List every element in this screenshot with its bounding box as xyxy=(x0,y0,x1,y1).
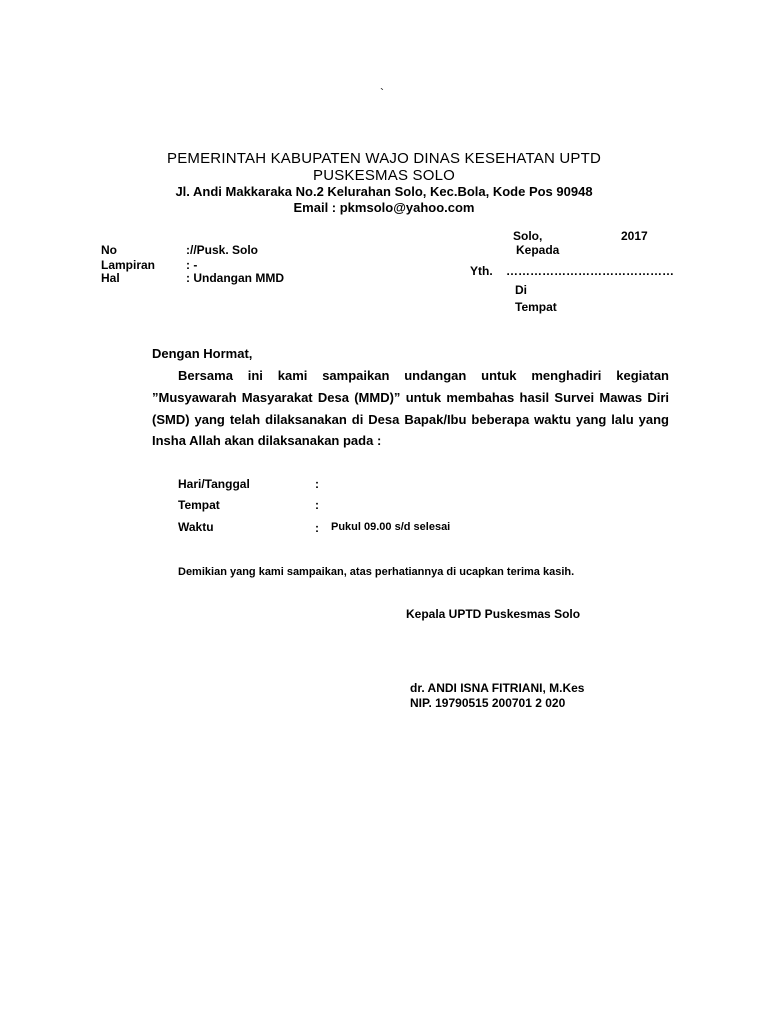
meta-no-label: No xyxy=(101,243,117,257)
detail-waktu-colon: : xyxy=(315,521,319,535)
detail-tempat-colon: : xyxy=(315,498,319,512)
detail-hari-colon: : xyxy=(315,477,319,491)
greeting: Dengan Hormat, xyxy=(152,346,253,361)
closing-sentence: Demikian yang kami sampaikan, atas perhatiannya di ucapkan terima kasih. xyxy=(178,566,575,578)
stray-tick-mark: ` xyxy=(380,86,384,100)
paragraph-line: ”Musyawarah Masyarakat Desa (MMD)” untuk membahas hasil Survei Mawas Diri xyxy=(152,390,669,405)
date-year: 2017 xyxy=(621,229,648,243)
signature-nip: NIP. 19790515 200701 2 020 xyxy=(410,696,566,710)
recipient-yth-dots: …………………………………… xyxy=(506,264,674,278)
recipient-tempat: Tempat xyxy=(515,300,557,314)
meta-hal-value: : Undangan MMD xyxy=(186,271,284,285)
paragraph-line: Insha Allah akan dilaksanakan pada : xyxy=(152,433,382,448)
detail-hari-label: Hari/Tanggal xyxy=(178,477,250,491)
signature-name: dr. ANDI ISNA FITRIANI, M.Kes xyxy=(410,681,585,695)
meta-lampiran-label: Lampiran xyxy=(101,258,156,272)
recipient-di: Di xyxy=(515,283,527,297)
letterhead-line1: PEMERINTAH KABUPATEN WAJO DINAS KESEHATAN UPTD xyxy=(167,150,601,167)
paragraph-line: Bersama ini kami sampaikan undangan untuk menghadiri kegiatan xyxy=(178,368,669,383)
recipient-kepada: Kepada xyxy=(516,243,560,257)
date-place: Solo, xyxy=(513,229,543,243)
detail-waktu-value: Pukul 09.00 s/d selesai xyxy=(331,521,451,533)
meta-no-value: ://Pusk. Solo xyxy=(186,243,259,257)
detail-tempat-label: Tempat xyxy=(178,498,220,512)
letterhead-email: Email : pkmsolo@yahoo.com xyxy=(293,200,475,215)
letterhead-line2: PUSKESMAS SOLO xyxy=(312,167,455,184)
detail-waktu-label: Waktu xyxy=(178,520,214,534)
paragraph-line: (SMD) yang telah dilaksanakan di Desa Bapak/Ibu beberapa waktu yang lalu yang xyxy=(152,412,669,427)
recipient-yth-label: Yth. xyxy=(470,264,493,278)
signature-title: Kepala UPTD Puskesmas Solo xyxy=(406,607,581,621)
meta-lampiran-value: : - xyxy=(186,258,198,272)
meta-hal-label: Hal xyxy=(101,271,120,285)
letterhead-address: Jl. Andi Makkaraka No.2 Kelurahan Solo, Kec.Bola, Kode Pos 90948 xyxy=(175,184,593,199)
